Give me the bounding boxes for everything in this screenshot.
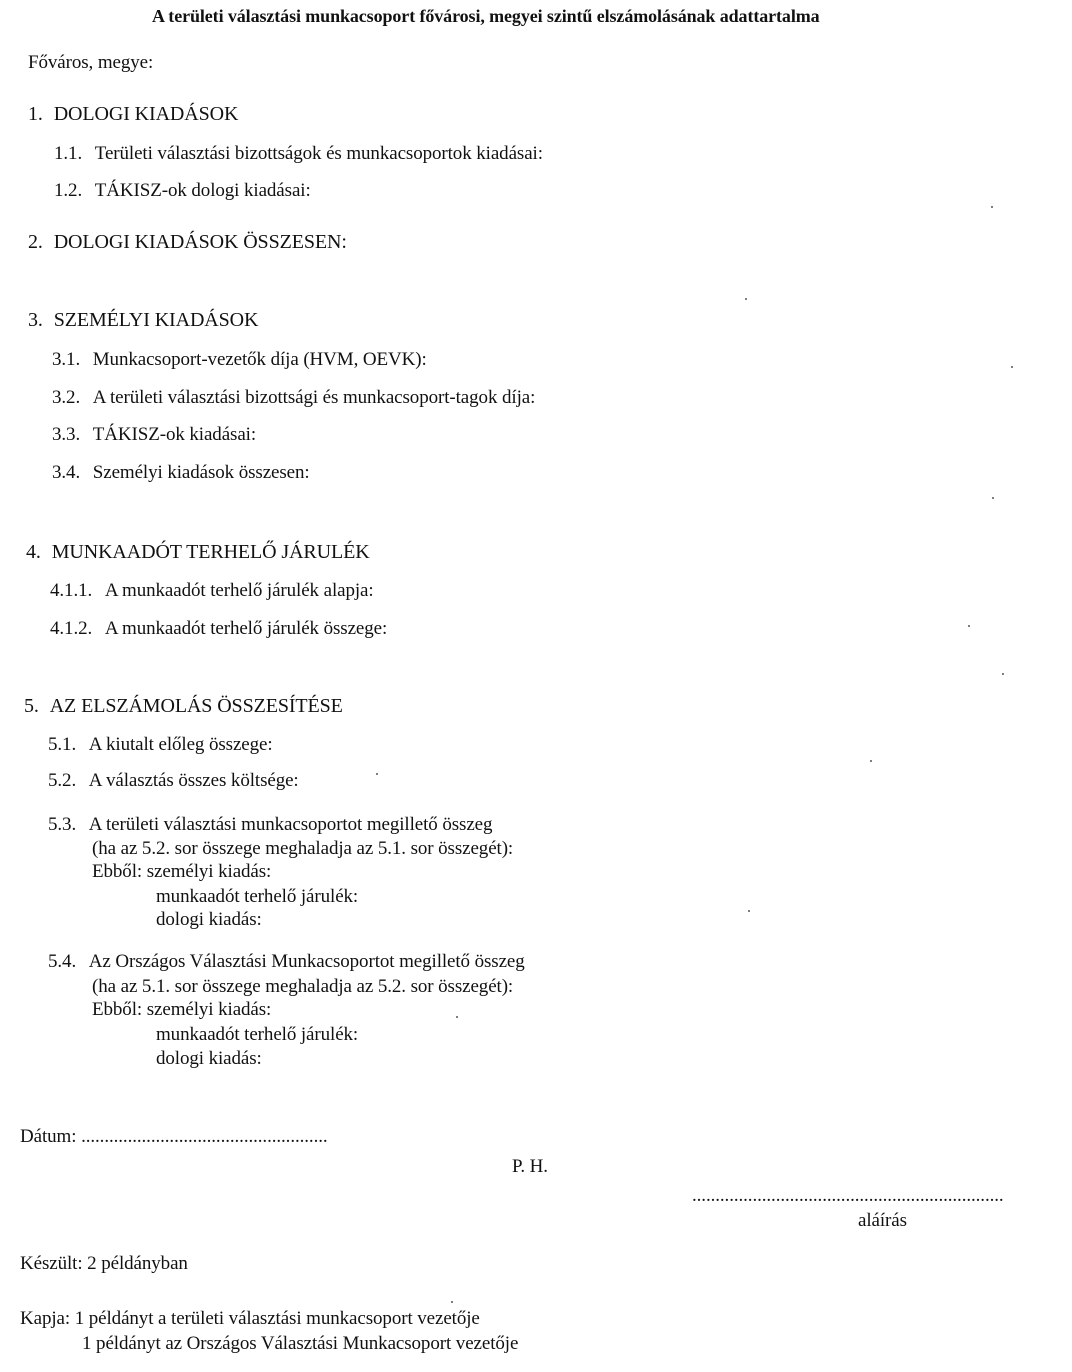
item-3-4-number: 3.4. [52,462,81,483]
section-2-number: 2. [28,231,43,253]
item-4-1-1-number: 4.1.1. [50,580,93,601]
date-dots: ..................................................... [81,1126,328,1147]
item-5-1 [48,734,273,756]
section-5-title: AZ ELSZÁMOLÁS ÖSSZESÍTÉSE [49,695,343,717]
county-label: Főváros, megye: [28,52,154,73]
item-3-2-number: 3.2. [52,387,81,408]
item-1-1-number: 1.1. [54,143,83,164]
signature-dots: ................................................................... [692,1185,1004,1206]
item-5-3-number: 5.3. [48,814,77,835]
item-5-4-breakdown-1 [92,999,271,1021]
item-3-1-number: 3.1. [52,349,81,370]
item-3-3-text: TÁKISZ-ok kiadásai: [92,424,257,445]
item-5-3-breakdown-label: Ebből: [92,861,143,882]
scan-speck [1011,366,1013,368]
item-5-3-condition: (ha az 5.2. sor összege meghaladja az 5.1. sor összegét): [92,838,514,859]
item-3-1 [52,349,427,371]
item-3-2-text: A területi választási bizottsági és munkacsoport-tagok díja: [92,387,536,408]
recipient-line-1 [20,1308,480,1330]
item-5-2-number: 5.2. [48,770,77,791]
scan-speck [991,206,993,208]
section-4-title: MUNKAADÓT TERHELŐ JÁRULÉK [51,541,370,563]
section-3-title: SZEMÉLYI KIADÁSOK [53,309,259,331]
scan-speck [456,1016,458,1018]
item-4-1-1-text: A munkaadót terhelő járulék alapja: [104,580,374,601]
section-4-heading [26,541,370,563]
item-5-3-employer-contribution: munkaadót terhelő járulék: [156,886,359,907]
scan-speck [968,625,970,627]
scan-speck [870,760,872,762]
item-5-4-text: Az Országos Választási Munkacsoportot megillető összeg [88,951,525,972]
item-5-1-text: A kiutalt előleg összege: [88,734,273,755]
recipients-label: Kapja: [20,1308,71,1329]
item-3-3 [52,424,256,446]
signature-label: aláírás [858,1210,907,1231]
item-1-1-text: Területi választási bizottságok és munkacsoportok kiadásai: [94,143,543,164]
recipient-1: 1 példányt a területi választási munkacsoport vezetője [74,1308,480,1329]
recipient-2: 1 példányt az Országos Választási Munkacsoport vezetője [82,1333,519,1354]
item-5-1-number: 5.1. [48,734,77,755]
section-2-heading [28,231,347,253]
document-title: A területi választási munkacsoport fővárosi, megyei szintű elszámolásának adattartalma [152,6,820,26]
section-5-number: 5. [24,695,39,717]
item-3-4-text: Személyi kiadások összesen: [92,462,310,483]
item-1-2-number: 1.2. [54,180,83,201]
item-5-4-condition: (ha az 5.1. sor összege meghaladja az 5.2. sor összegét): [92,976,514,997]
section-3-heading [28,309,258,331]
item-5-4-material: dologi kiadás: [156,1048,262,1069]
section-1-heading [28,103,238,125]
date-line [20,1126,328,1148]
item-5-3-text: A területi választási munkacsoportot megillető összeg [88,814,493,835]
section-2-title: DOLOGI KIADÁSOK ÖSSZESEN: [53,231,347,253]
item-1-1 [54,143,543,165]
item-3-1-text: Munkacsoport-vezetők díja (HVM, OEVK): [92,349,427,370]
item-1-2-text: TÁKISZ-ok dologi kiadásai: [94,180,311,201]
item-4-1-2-number: 4.1.2. [50,618,93,639]
item-3-4 [52,462,310,484]
item-5-2 [48,770,299,792]
item-5-3 [48,814,492,836]
item-5-2-text: A választás összes költsége: [88,770,299,791]
item-4-1-2 [50,618,387,640]
scan-speck [745,298,747,300]
item-1-2 [54,180,311,202]
section-1-title: DOLOGI KIADÁSOK [53,103,239,125]
item-5-3-breakdown-1 [92,861,271,883]
copies-note: Készült: 2 példányban [20,1253,188,1274]
item-5-3-material: dologi kiadás: [156,909,262,930]
item-4-1-2-text: A munkaadót terhelő járulék összege: [104,618,388,639]
item-3-3-number: 3.3. [52,424,81,445]
item-5-4-breakdown-label: Ebből: [92,999,143,1020]
item-4-1-1 [50,580,374,602]
section-1-number: 1. [28,103,43,125]
scan-speck [748,910,750,912]
item-5-3-personal: személyi kiadás: [146,861,272,882]
item-5-4-personal: személyi kiadás: [146,999,272,1020]
item-3-2 [52,387,535,409]
date-label: Dátum: [20,1126,77,1147]
section-3-number: 3. [28,309,43,331]
section-4-number: 4. [26,541,41,563]
scan-speck [1002,673,1004,675]
stamp-label: P. H. [512,1156,548,1177]
scan-speck [992,497,994,499]
item-5-4-number: 5.4. [48,951,77,972]
section-5-heading [24,695,343,717]
scan-speck [451,1301,453,1303]
scan-speck [376,773,378,775]
item-5-4 [48,951,525,973]
item-5-4-employer-contribution: munkaadót terhelő járulék: [156,1024,359,1045]
